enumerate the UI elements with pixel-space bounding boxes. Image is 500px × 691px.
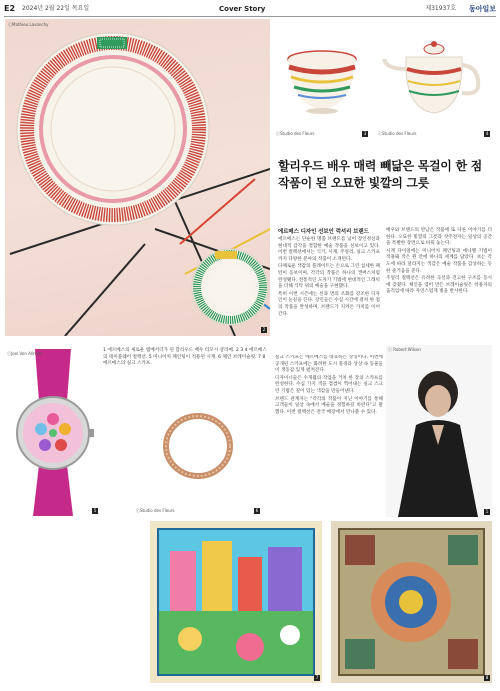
- number-tag: 6: [255, 508, 259, 513]
- article-paragraph: 디자이너들은 수개월의 작업을 거쳐 한 장의 스카프를 완성한다. 수십 가지 색을 겹겹이 찍어내는 실크 스크린 기법은 깊이 있는 색감을 만들어낸다.: [275, 375, 383, 394]
- number-tag: 5: [93, 508, 97, 513]
- scarf-photo-1: [150, 521, 322, 683]
- article-column-a: [278, 228, 380, 319]
- issue-number: 제31937호: [425, 5, 456, 12]
- number-tag: 2: [262, 327, 266, 332]
- article-paragraph: 특히 이번 시즌에는 선과 면의 조화를 강조한 디자인이 눈길을 끈다. 장인들은 수십 시간에 걸쳐 한 점의 작품을 완성하며, 브랜드가 지켜온 가치를 이어간다.: [278, 291, 380, 317]
- bracelet-illustration: [134, 380, 262, 516]
- credit-portrait: ⓒ Robert Wilson: [388, 347, 421, 352]
- issue-date: 2024년 2월 22일 목요일: [22, 5, 90, 12]
- photo-caption: 1 에르메스의 새로운 앰배서더가 된 할리우드 배우 티모시 샬라메. 2 3 4 에르메스의 테이블웨어 컬렉션. 5 미니어처 페인팅이 적용된 시계. 6 체인 브레이슬릿. 7 8 에르메스의 실크 스카프.: [103, 348, 267, 367]
- article-column-b: [386, 228, 492, 297]
- bowl-illustration: [274, 29, 370, 129]
- number-tag: 1: [485, 509, 489, 514]
- bracelet-photo: [134, 380, 262, 516]
- number-tag: 8: [485, 675, 489, 680]
- article-paragraph: 브랜드 관계자는 "각각의 작품이 지닌 이야기를 통해 고객들이 일상 속에서 예술을 경험하길 바란다"고 말했다. 이번 컬렉션은 전국 매장에서 만나볼 수 있다.: [275, 396, 383, 415]
- header-rule: [4, 16, 496, 17]
- credit-bracelet: ⓒStudio des Fleurs: [136, 508, 175, 513]
- article-paragraph: 에르메스는 단순한 명품 브랜드를 넘어 장인정신과 현대적 감각을 결합한 예술 작품을 선보이고 있다. 이번 컬렉션에서는 식기, 시계, 주얼리, 실크 스카프까지 다양한 분야의 작품이 소개된다.: [278, 237, 380, 262]
- portrait-photo: [386, 345, 492, 517]
- plate-illustration: [5, 19, 270, 336]
- scarf-photo-2: [331, 521, 492, 683]
- teapot-photo: [376, 29, 492, 139]
- section-title: Cover Story: [219, 5, 266, 13]
- credit-watch: ⓒJoel Von Allmen: [7, 351, 43, 356]
- article-paragraph: 실크 스카프는 에르메스를 대표하는 상징이다. 이번에 공개된 스카프에는 화려한 도시 풍경과 상상 속 동물들이 생동감 있게 펼쳐진다.: [275, 355, 383, 374]
- number-tag: 4: [485, 131, 489, 136]
- credit-teapot: ⓒStudio des Fleurs: [378, 131, 417, 136]
- article-paragraph: 다채로운 색감의 플레이트는 손으로 그린 섬세한 패턴이 돋보이며, 각각의 작품은 하나의 캔버스처럼 완성됐다. 전통적인 도자기 기법에 현대적인 그래픽을 더해 식탁 위의 예술을 구현했다.: [278, 264, 380, 290]
- article-paragraph: 시계 다이얼에는 미니어처 페인팅과 에나멜 기법이 적용돼 작은 원 안에 하나의 세계를 담았다. 보는 각도에 따라 달라지는 색감은 예술 작품을 감상하는 듯한 즐거움을 준다.: [386, 248, 492, 274]
- article-paragraph: 주얼리 컬렉션은 유려한 곡선과 견고한 구조를 동시에 갖췄다. 체인을 엮어 만든 브레이슬릿은 착용자의 움직임에 따라 자연스럽게 빛을 반사한다.: [386, 276, 492, 295]
- credit-main: ⓒMathieu Lavanchy: [8, 22, 49, 27]
- scarf-2-illustration: [331, 521, 492, 683]
- number-tag: 7: [315, 675, 319, 680]
- paper-logo: 동아일보: [468, 5, 496, 13]
- watch-photo: [5, 349, 100, 516]
- masthead: [4, 3, 496, 15]
- page-number: E2: [4, 4, 16, 13]
- portrait-illustration: [386, 345, 492, 517]
- credit-bowl: ⓒStudio des Fleurs: [276, 131, 315, 136]
- article-column-c: [275, 355, 383, 545]
- main-plate-photo: [5, 19, 270, 336]
- article-subhead: 에르메스 디자인 선보인 럭셔리 브랜드: [278, 229, 369, 235]
- number-tag: 3: [363, 131, 367, 136]
- bowl-photo: [274, 29, 370, 139]
- scarf-1-illustration: [150, 521, 322, 683]
- teapot-illustration: [376, 29, 492, 129]
- headline: 할리우드 배우 매력 빼닮은 목걸이 한 점 작품이 된 오묘한 빛깔의 그릇: [278, 159, 482, 190]
- watch-illustration: [5, 349, 100, 516]
- article-paragraph: 배우와 브랜드의 만남은 작품에 또 다른 이야기를 더한다. 오묘한 빛깔의 그릇과 찻주전자는 일상의 공간을 특별한 장면으로 바꿔 놓는다.: [386, 228, 492, 247]
